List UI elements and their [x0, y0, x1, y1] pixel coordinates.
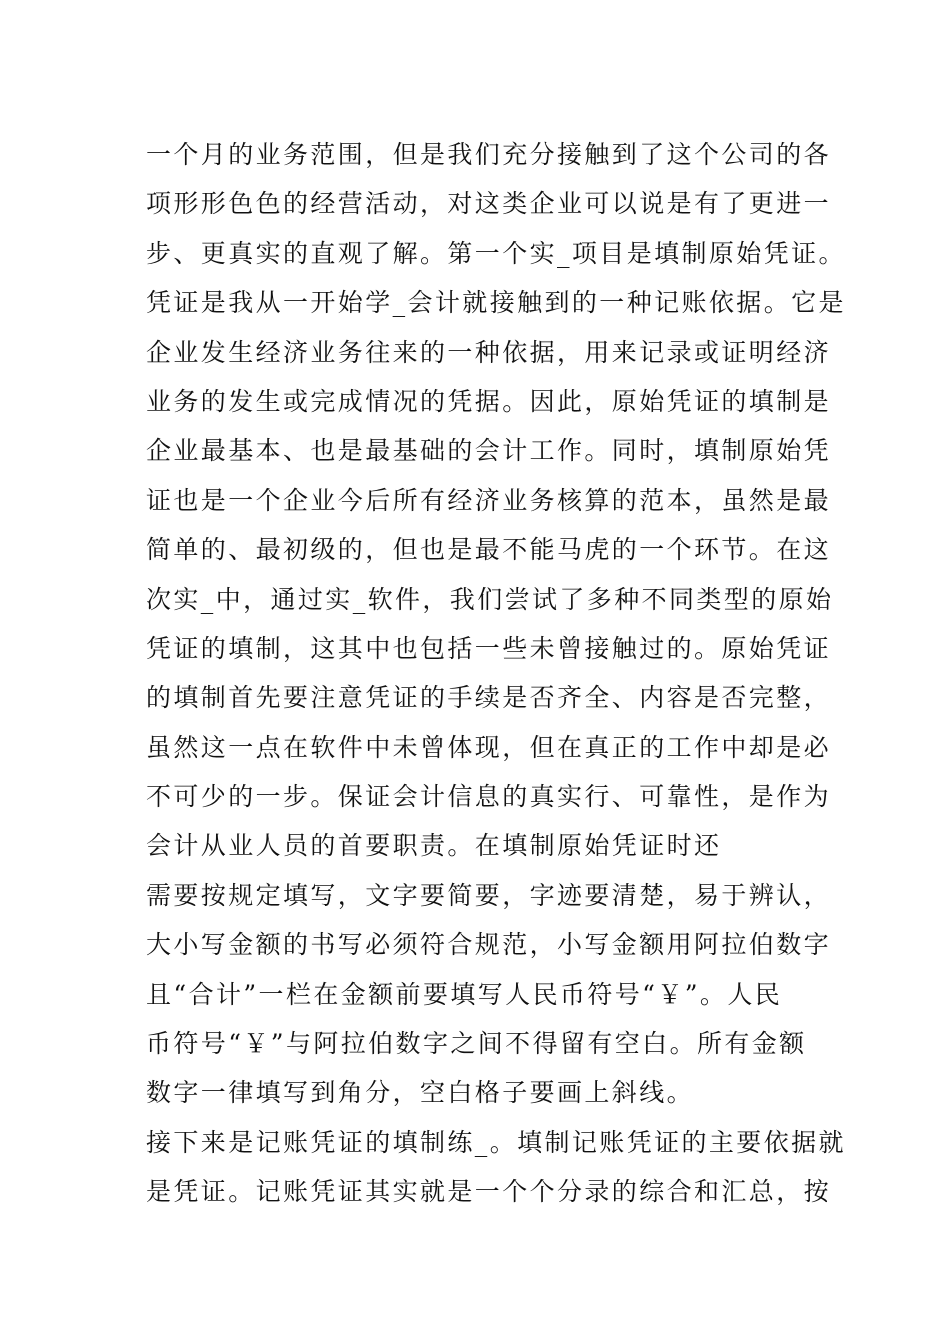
- text-line: 企业发生经济业务往来的一种依据，用来记录或证明经济: [146, 337, 832, 367]
- text-line: 的填制首先要注意凭证的手续是否齐全、内容是否完整，: [146, 683, 832, 713]
- text-line: 虽然这一点在软件中未曾体现，但在真正的工作中却是必: [146, 732, 832, 762]
- text-line: 企业最基本、也是最基础的会计工作。同时，填制原始凭: [146, 436, 832, 466]
- text-line: 凭证是我从一开始学_会计就接触到的一种记账依据。它是: [146, 288, 846, 318]
- text-line: 业务的发生或完成情况的凭据。因此，原始凭证的填制是: [146, 386, 832, 416]
- text-line: 不可少的一步。保证会计信息的真实行、可靠性，是作为: [146, 782, 832, 812]
- text-line: 证也是一个企业今后所有经济业务核算的范本，虽然是最: [146, 485, 832, 515]
- text-line: 一个月的业务范围，但是我们充分接触到了这个公司的各: [146, 140, 832, 169]
- text-line: 次实_中，通过实_软件，我们尝试了多种不同类型的原始: [146, 584, 834, 614]
- text-line: 是凭证。记账凭证其实就是一个个分录的综合和汇总，按: [146, 1177, 832, 1207]
- text-line: 项形形色色的经营活动，对这类企业可以说是有了更进一: [146, 189, 832, 219]
- text-line: 大小写金额的书写必须符合规范，小写金额用阿拉伯数字: [146, 930, 832, 960]
- text-line: 步、更真实的直观了解。第一个实_项目是填制原始凭证。: [146, 238, 846, 268]
- text-line: 凭证的填制，这其中也包括一些未曾接触过的。原始凭证: [146, 633, 832, 663]
- body-text: [146, 130, 846, 1217]
- text-line: 需要按规定填写，文字要简要，字迹要清楚，易于辨认，: [146, 880, 832, 910]
- text-line: 会计从业人员的首要职责。在填制原始凭证时还: [146, 831, 722, 861]
- text-line: 接下来是记账凭证的填制练_。填制记账凭证的主要依据就: [146, 1127, 846, 1157]
- text-line: 数字一律填写到角分，空白格子要画上斜线。: [146, 1078, 695, 1108]
- text-line: 币符号“￥”与阿拉伯数字之间不得留有空白。所有金额: [146, 1029, 807, 1059]
- text-line: 简单的、最初级的，但也是最不能马虎的一个环节。在这: [146, 535, 832, 565]
- text-line: 且“合计”一栏在金额前要填写人民币符号“￥”。人民: [146, 979, 783, 1009]
